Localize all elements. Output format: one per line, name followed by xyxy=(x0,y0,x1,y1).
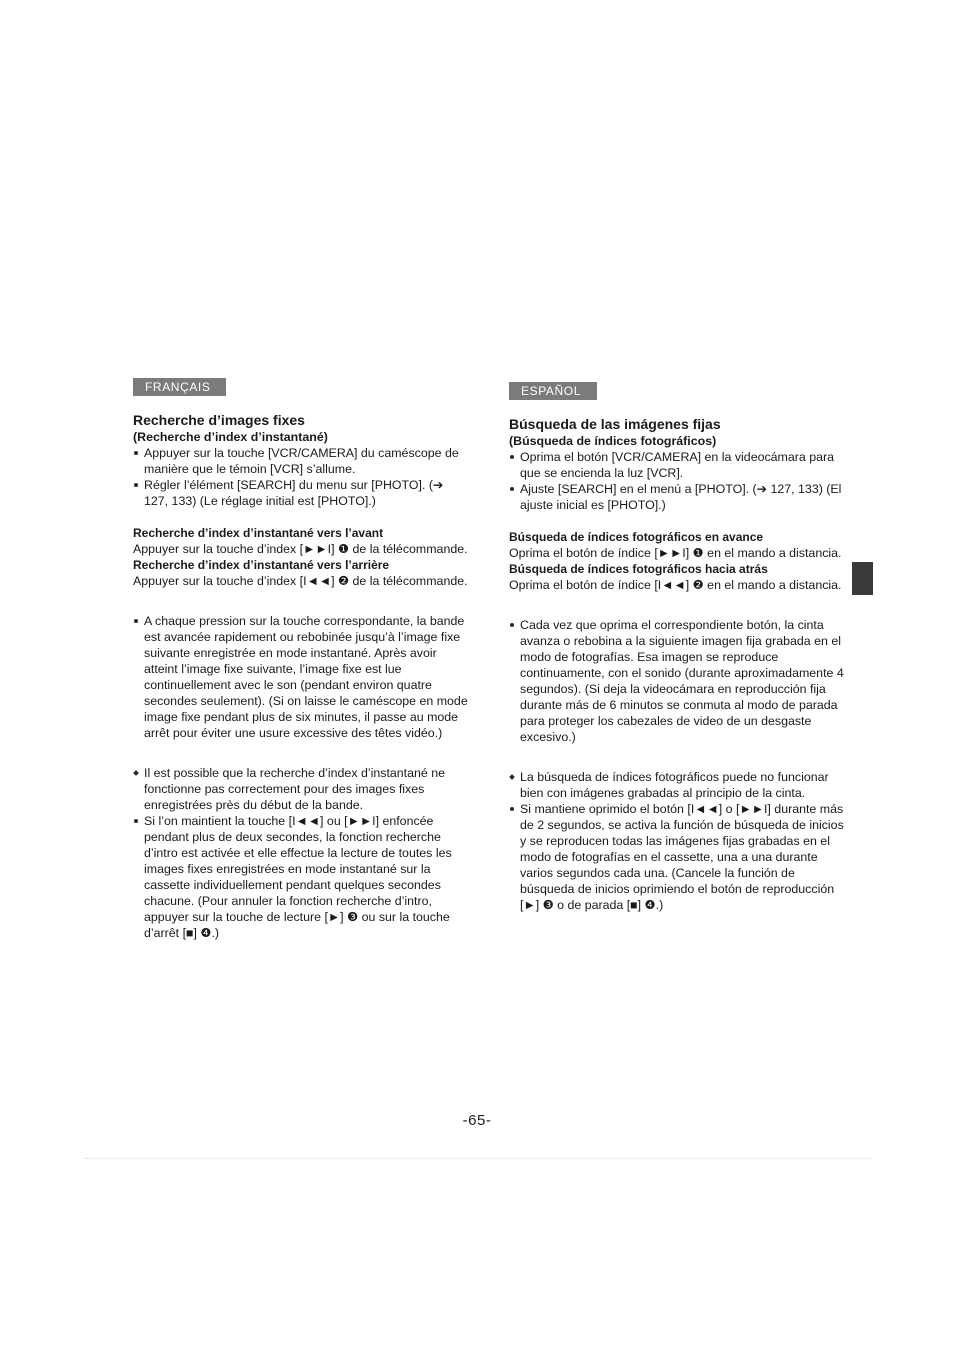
section-edge-tab xyxy=(852,562,873,595)
francais-backward-text: Appuyer sur la touche d’index [I◄◄] ❷ de la télécommande. xyxy=(133,574,468,588)
espanol-note-2: La búsqueda de índices fotográficos puede no funcionar bien con imágenes grabadas al principio de la cinta. xyxy=(509,769,849,801)
espanol-backward-text: Oprima el botón de índice [I◄◄] ❷ en el mando a distancia. xyxy=(509,578,842,592)
francais-column xyxy=(133,378,468,941)
espanol-backward-title: Búsqueda de índices fotográficos hacia atrás xyxy=(509,562,768,576)
espanol-forward-text: Oprima el botón de índice [►►I] ❶ en el mando a distancia. xyxy=(509,546,842,560)
espanol-language-label: ESPAÑOL xyxy=(509,382,597,400)
espanol-column xyxy=(509,382,849,913)
francais-forward-text: Appuyer sur la touche d’index [►►I] ❶ de la télécommande. xyxy=(133,542,468,556)
espanol-note-1: Cada vez que oprima el correspondiente botón, la cinta avanza o rebobina a la siguiente imagen fija grabada en el modo de fotografías. Esa imagen se reproduce continuamente, con el sonido (durante aproximadamente 4 segundos). (Si deja la videocámara en reproducción fija durante más de 6 minutos se conmuta al modo de parada para proteger los cabezales de video de un desgaste excesivo.) xyxy=(509,617,849,745)
francais-backward-title: Recherche d’index d’instantané vers l’arrière xyxy=(133,558,390,572)
francais-note-3: Si l’on maintient la touche [I◄◄] ou [►►I] enfoncée pendant plus de deux secondes, la fonction recherche d’intro est activée et elle effectue la lecture de toutes les images fixes enregistrées en mode instantané sur la cassette individuellement pendant quelques secondes chacune. (Pour annuler la fonction recherche d’intro, appuyer sur la touche de lecture [►] ❸ ou sur la touche d’arrêt [■] ❹.) xyxy=(133,813,468,941)
francais-step-1: Appuyer sur la touche [VCR/CAMERA] du caméscope de manière que le témoin [VCR] s’allume. xyxy=(133,445,468,477)
francais-section-subtitle: (Recherche d’index d’instantané) xyxy=(133,430,328,444)
espanol-forward-title: Búsqueda de índices fotográficos en avance xyxy=(509,530,764,544)
espanol-section-subtitle: (Búsqueda de índices fotográficos) xyxy=(509,434,717,448)
francais-language-label: FRANÇAIS xyxy=(133,378,226,396)
espanol-section-title: Búsqueda de las imágenes fijas xyxy=(509,416,721,432)
francais-section-title: Recherche d’images fixes xyxy=(133,412,305,428)
page-number: -65- xyxy=(462,1112,492,1129)
espanol-note-3: Si mantiene oprimido el botón [I◄◄] o [►►I] durante más de 2 segundos, se activa la función de búsqueda de inicios y se reproducen todas las imágenes fijas grabadas en el modo de fotografías en el cassette, una a una durante varios segundos cada una. (Cancele la función de búsqueda de inicios oprimiendo el botón de reproducción [►] ❸ o de parada [■] ❹.) xyxy=(509,801,849,913)
francais-note-2: Il est possible que la recherche d’index d’instantané ne fonctionne pas correctement pour des images fixes enregistrées près du début de la bande. xyxy=(133,765,468,813)
espanol-step-2: Ajuste [SEARCH] en el menú a [PHOTO]. (➔ 127, 133) (El ajuste inicial es [PHOTO].) xyxy=(509,481,849,513)
bottom-divider xyxy=(84,1158,872,1159)
francais-note-1: A chaque pression sur la touche correspondante, la bande est avancée rapidement ou rebobinée jusqu’à l’image fixe suivante enregistrée en mode instantané. Après avoir atteint l’image fixe suivante, l’image fixe est lue continuellement avec le son (pendant environ quatre secondes seulement). (Si on laisse le caméscope en mode image fixe pendant plus de six minutes, il passe au mode arrêt pour éviter une usure excessive des têtes vidéo.) xyxy=(133,613,468,741)
francais-forward-title: Recherche d’index d’instantané vers l’avant xyxy=(133,526,384,540)
espanol-step-1: Oprima el botón [VCR/CAMERA] en la videocámara para que se encienda la luz [VCR]. xyxy=(509,449,849,481)
francais-step-2: Régler l’élément [SEARCH] du menu sur [PHOTO]. (➔ 127, 133) (Le réglage initial est [PHOTO].) xyxy=(133,477,468,509)
